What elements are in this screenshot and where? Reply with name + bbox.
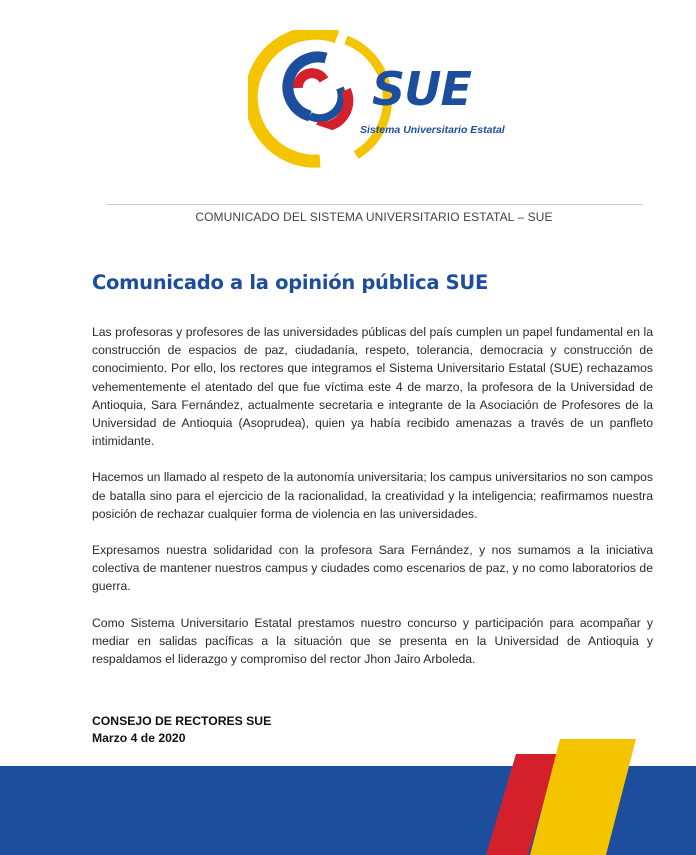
page-title: Comunicado a la opinión pública SUE xyxy=(92,271,488,294)
paragraph: Como Sistema Universitario Estatal prestamos nuestro concurso y participación para acompañar y mediar en salidas pacíficas a la situación que se presenta en la Universidad de Antioquia y respaldamos el liderazgo y compromiso del rector Jhon Jairo Arboleda. xyxy=(92,615,653,667)
paragraph: Expresamos nuestra solidaridad con la profesora Sara Fernández, y nos sumamos a la iniciativa colectiva de mantener nuestros campus y ciudades como escenarios de paz, y no como laboratorios de guerra. xyxy=(92,543,653,594)
paragraph: Las profesoras y profesores de las universidades públicas del país cumplen un papel fundamental en la construcción de espacios de paz, ciudadanía, respeto, tolerancia, democracia y construcción de conocimiento. Por ello, los rectores que integramos el Sistema Universitario Estatal (SUE) rechazamos vehementemente el atentado del que fue víctima este 4 de marzo, la profesora de la Universidad de Antioquia, Sara Fernández, actualmente secretaria e integrante de la Asociación de Profesores de la Universidad de Antioquia (Asoprudea), quien ya había recibido amenazas a través de un panfleto intimidante. xyxy=(92,325,653,449)
document-header: COMUNICADO DEL SISTEMA UNIVERSITARIO ESTATAL – SUE xyxy=(195,210,553,224)
footer-band xyxy=(0,736,696,855)
logo-wordmark: SUE xyxy=(372,62,471,116)
header-divider xyxy=(106,204,642,205)
paragraph: Hacemos un llamado al respeto de la autonomía universitaria; los campus universitarios no son campos de batalla sino para el ejercicio de la racionalidad, la creatividad y la inteligencia; reafirmamos nuestra posición de rechazar cualquier forma de violencia en las universidades. xyxy=(92,470,653,521)
signature-council: CONSEJO DE RECTORES SUE xyxy=(92,714,272,728)
signature-date: Marzo 4 de 2020 xyxy=(92,730,186,745)
logo-subtitle: Sistema Universitario Estatal xyxy=(360,124,505,136)
document-body xyxy=(92,323,653,686)
